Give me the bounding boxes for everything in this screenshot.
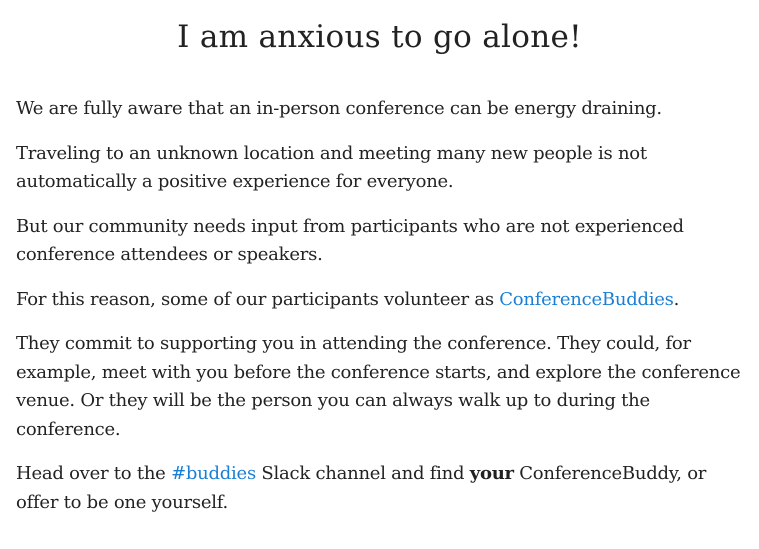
cta-text-middle: Slack channel and find (255, 463, 470, 484)
reason-text-before: For this reason, some of our participants volunteer as (16, 288, 500, 310)
cta-emphasis: your (469, 463, 514, 484)
cta-text-before: Head over to the (16, 463, 172, 484)
paragraph-cta (16, 460, 743, 517)
paragraph-community: But our community needs input from participants who are not experienced conference attendees or speakers. (16, 215, 684, 265)
reason-text-after: . (673, 288, 680, 310)
paragraph-commit: They commit to supporting you in attending the conference. They could, for example, meet with you before the conference starts, and explore the conference venue. Or they will be the person you can always walk up to during the conference. (16, 333, 741, 440)
buddies-channel-link[interactable]: #buddies (171, 463, 256, 484)
paragraph-reason (16, 286, 743, 315)
paragraph-energy: We are fully aware that an in-person conference can be energy draining. (16, 98, 662, 119)
paragraph-traveling: Traveling to an unknown location and meeting many new people is not automatically a positive experience for everyone. (16, 142, 647, 192)
article-body (16, 95, 743, 517)
cta-text-after: ConferenceBuddy, or offer to be one yourself. (16, 463, 707, 513)
page-title: I am anxious to go alone! (177, 19, 582, 55)
conference-buddies-link[interactable]: ConferenceBuddies (499, 288, 674, 310)
